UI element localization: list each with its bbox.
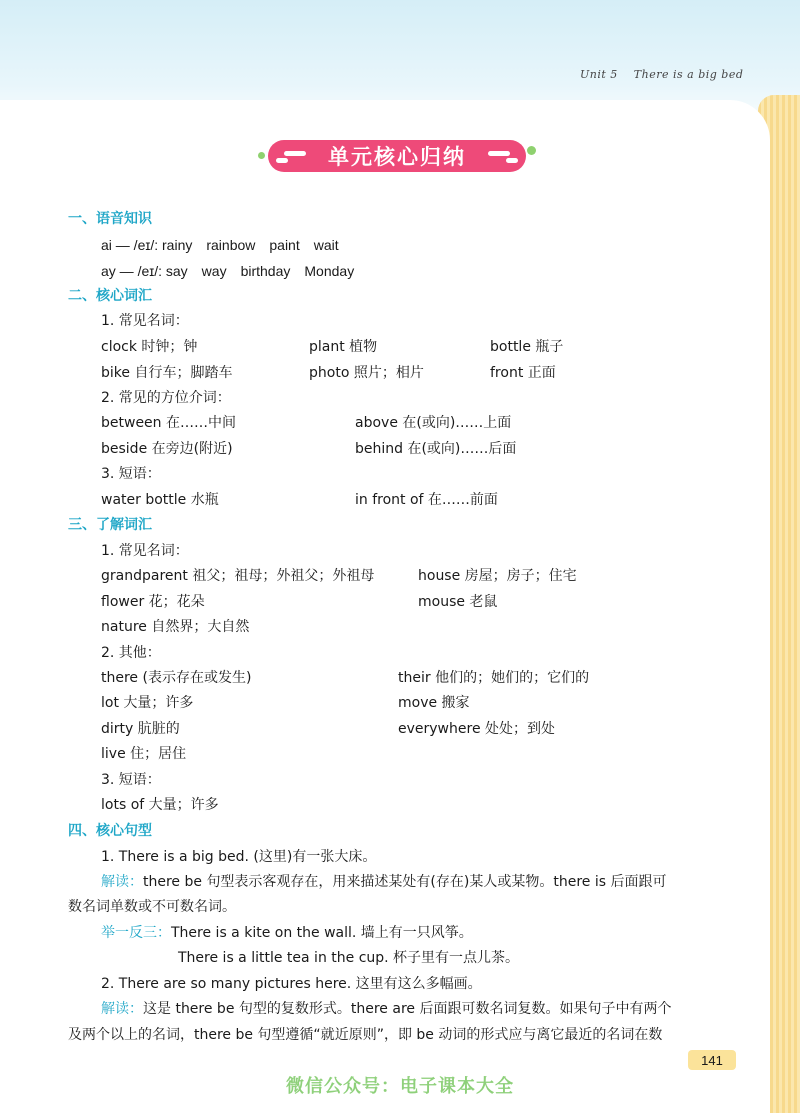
core-prep: above 在(或向)……上面 [355, 415, 512, 431]
footer-watermark: 微信公众号：电子课本大全 [286, 1076, 514, 1097]
extra-noun: nature 自然界；大自然 [101, 619, 250, 635]
banner-dot-right-green [527, 146, 536, 155]
extra-other: lot 大量；许多 [101, 695, 194, 711]
phonics-ay: ay — /eɪ/: say way birthday Monday [101, 263, 355, 279]
sentence-2-explanation-b: 及两个以上的名词，there be 句型遵循“就近原则”，即 be 动词的形式应与离它最近的名词在数 [68, 1027, 663, 1043]
explain-text: there be 句型表示客观存在，用来描述某处有(存在)某人或某物。there is 后面跟可 [143, 874, 667, 890]
banner-title: 单元核心归纳 [328, 145, 466, 169]
extra-other: their 他们的；她们的；它们的 [398, 670, 590, 686]
banner-dash-left-2 [276, 158, 288, 163]
section-heading-core-vocab: 二、核心词汇 [68, 288, 152, 304]
extra-noun: house 房屋；房子；住宅 [418, 568, 577, 584]
extra-noun: mouse 老鼠 [418, 594, 498, 610]
example-text: There is a kite on the wall. 墙上有一只风筝。 [171, 925, 473, 941]
core-noun: clock 时钟；钟 [101, 339, 198, 355]
banner-dash-right [488, 151, 510, 156]
core-preps-title: 2. 常见的方位介词： [101, 390, 231, 406]
core-noun: bottle 瓶子 [490, 339, 564, 355]
extra-other: dirty 肮脏的 [101, 721, 180, 737]
section-heading-extra-vocab: 三、了解词汇 [68, 517, 152, 533]
sentence-1-explanation-a [101, 873, 666, 891]
core-phrases-title: 3. 短语： [101, 466, 161, 482]
sentence-2: 2. There are so many pictures here. 这里有这么多幅画。 [101, 976, 482, 992]
running-header [580, 68, 743, 81]
extra-noun: grandparent 祖父；祖母；外祖父；外祖母 [101, 568, 375, 584]
core-noun: front 正面 [490, 365, 556, 381]
example-label: 举一反三： [101, 925, 171, 941]
core-noun: photo 照片；相片 [309, 365, 424, 381]
core-phrase: water bottle 水瓶 [101, 492, 219, 508]
core-noun: plant 植物 [309, 339, 378, 355]
phonics-ai: ai — /eɪ/: rainy rainbow paint wait [101, 237, 339, 253]
core-noun: bike 自行车；脚踏车 [101, 365, 233, 381]
extra-other: move 搬家 [398, 695, 470, 711]
extra-noun: flower 花；花朵 [101, 594, 205, 610]
core-prep: behind 在(或向)……后面 [355, 441, 517, 457]
unit-title: There is a big bed [633, 68, 744, 81]
explain-text: 这是 there be 句型的复数形式。there are 后面跟可数名词复数。如果句子中有两个 [143, 1001, 672, 1017]
extra-nouns-title: 1. 常见名词： [101, 543, 189, 559]
core-nouns-title: 1. 常见名词： [101, 313, 189, 329]
explain-label: 解读： [101, 874, 143, 890]
example-1 [101, 924, 473, 942]
extra-other: live 住；居住 [101, 746, 187, 762]
explain-label: 解读： [101, 1001, 143, 1017]
core-prep: between 在……中间 [101, 415, 236, 431]
extra-other: everywhere 处处；到处 [398, 721, 556, 737]
extra-phrases-title: 3. 短语： [101, 772, 161, 788]
page-number: 141 [688, 1050, 736, 1070]
banner-dash-left [284, 151, 306, 156]
banner-dash-right-2 [506, 158, 518, 163]
example-2: There is a little tea in the cup. 杯子里有一点儿茶。 [178, 950, 520, 966]
sentence-1-explanation-b: 数名词单数或不可数名词。 [68, 899, 236, 915]
section-banner [268, 140, 526, 172]
banner-dot-left-green [258, 152, 265, 159]
unit-label: Unit 5 [580, 68, 618, 81]
sentence-1: 1. There is a big bed. (这里)有一张大床。 [101, 849, 377, 865]
extra-others-title: 2. 其他： [101, 645, 161, 661]
extra-other: there (表示存在或发生) [101, 670, 252, 686]
core-prep: beside 在旁边(附近) [101, 441, 233, 457]
section-heading-phonics: 一、语音知识 [68, 211, 152, 227]
section-heading-sentences: 四、核心句型 [68, 823, 152, 839]
extra-phrase: lots of 大量；许多 [101, 797, 219, 813]
core-phrase: in front of 在……前面 [355, 492, 498, 508]
sentence-2-explanation-a [101, 1000, 671, 1018]
